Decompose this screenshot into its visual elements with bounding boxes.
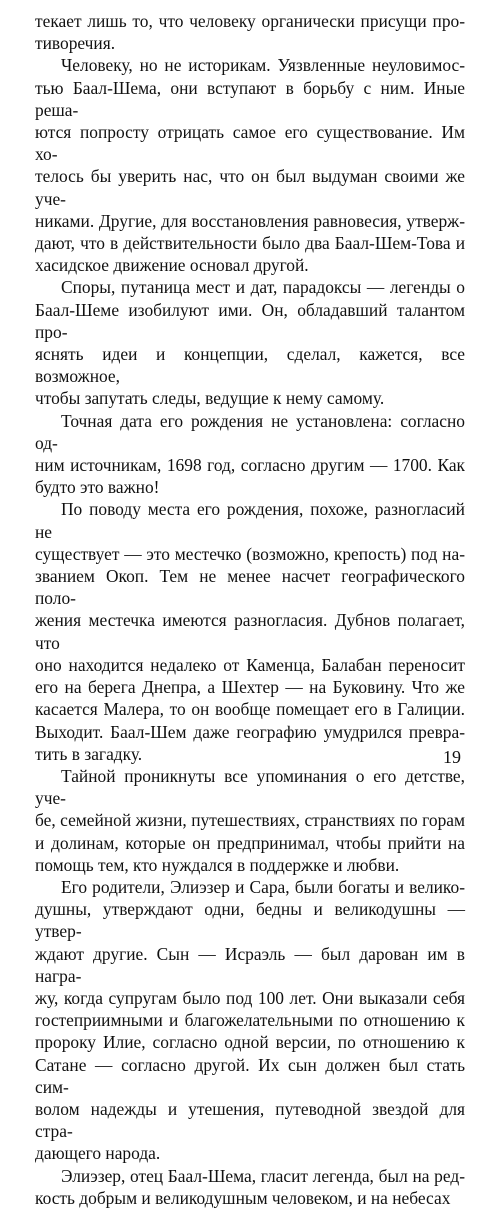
text-line: Баал-Шеме изобилуют ими. Он, обладавший талантом про- (35, 299, 465, 342)
paragraph (35, 276, 465, 409)
text-line: Его родители, Элиэзер и Сара, были богаты и велико- (61, 876, 465, 897)
text-line: Выходит. Баал-Шем даже географию умудрился превра- (35, 721, 465, 742)
text-line: чтобы запутать следы, ведущие к нему самому. (35, 388, 385, 409)
text-line: касается Малера, то он вообще помещает его в Галиции. (35, 699, 465, 720)
text-line: Точная дата его рождения не установлена: согласно од- (35, 410, 465, 453)
text-line: телось бы уверить нас, что он был выдуман своими же уче- (35, 166, 465, 209)
text-line: тить в загадку. (35, 743, 143, 764)
paragraph (35, 410, 465, 499)
text-line: Тайной проникнуты все упоминания о его детстве, уче- (35, 765, 465, 809)
text-line: тиворечия. (35, 33, 116, 54)
text-line: существует — это местечко (возможно, крепость) под на- (35, 543, 465, 564)
text-line: помощь тем, кто нуждался в поддержке и любви. (35, 854, 400, 875)
page-number: 19 (443, 747, 461, 767)
text-line: Элиэзер, отец Баал-Шема, гласит легенда, был на ред- (61, 1165, 465, 1186)
paragraph (35, 876, 465, 1165)
text-line: пророку Илие, согласно одной версии, по отношению к (35, 1032, 465, 1053)
text-line: Споры, путаница мест и дат, парадоксы — легенды о (61, 277, 465, 298)
paragraph (35, 1165, 465, 1209)
text-line: бе, семейной жизни, путешествиях, странствиях по горам (35, 810, 465, 831)
text-line: яснять идеи и концепции, сделал, кажется, все возможное, (35, 344, 465, 387)
text-line: кость добрым и великодушным человеком, и на небесах (35, 1187, 451, 1208)
text-line: ются попросту отрицать самое его существование. Им хо- (35, 122, 465, 165)
text-line: душны, утверждают одни, бедны и великодушны — утвер- (35, 899, 465, 942)
text-line: оно находится недалеко от Каменца, Балабан переносит (35, 654, 465, 675)
text-line: жения местечка имеются разногласия. Дубнов полагает, что (35, 610, 465, 653)
text-line: дают, что в действительности было два Баал-Шем-Това и (35, 233, 465, 254)
paragraph (35, 10, 465, 54)
text-line: его на берега Днепра, а Шехтер — на Буковину. Что же (35, 677, 465, 698)
text-line: Сатане — согласно другой. Их сын должен был стать сим- (35, 1054, 465, 1097)
text-line: гостеприимными и благожелательными по отношению к (35, 1010, 465, 1031)
text-line: званием Окоп. Тем не менее насчет географического поло- (35, 566, 465, 609)
text-line: текает лишь то, что человеку органически присущи про- (35, 11, 465, 31)
text-line: хасидское движение основал другой. (35, 255, 309, 276)
text-line: дающего народа. (35, 1143, 161, 1164)
text-line: ним источникам, 1698 год, согласно другим — 1700. Как (35, 455, 465, 476)
text-line: ждают другие. Сын — Исраэль — был дарован им в награ- (35, 943, 465, 986)
text-line: будто это важно! (35, 477, 160, 498)
page-body (35, 10, 465, 1209)
paragraph (35, 765, 465, 876)
text-line: и долинам, которые он предпринимал, чтобы прийти на (35, 832, 465, 853)
text-line: Человеку, но не историкам. Уязвленные неуловимос- (61, 55, 465, 76)
text-line: никами. Другие, для восстановления равновесия, утверж- (35, 210, 465, 231)
text-line: волом надежды и утешения, путеводной звездой для стра- (35, 1098, 465, 1142)
paragraph (35, 54, 465, 276)
text-line: жу, когда супругам было под 100 лет. Они выказали себя (35, 987, 465, 1008)
text-line: тью Баал-Шема, они вступают в борьбу с ним. Иные решa- (35, 77, 465, 120)
paragraph (35, 498, 465, 764)
text-line: По поводу места его рождения, похоже, разногласий не (35, 499, 465, 542)
